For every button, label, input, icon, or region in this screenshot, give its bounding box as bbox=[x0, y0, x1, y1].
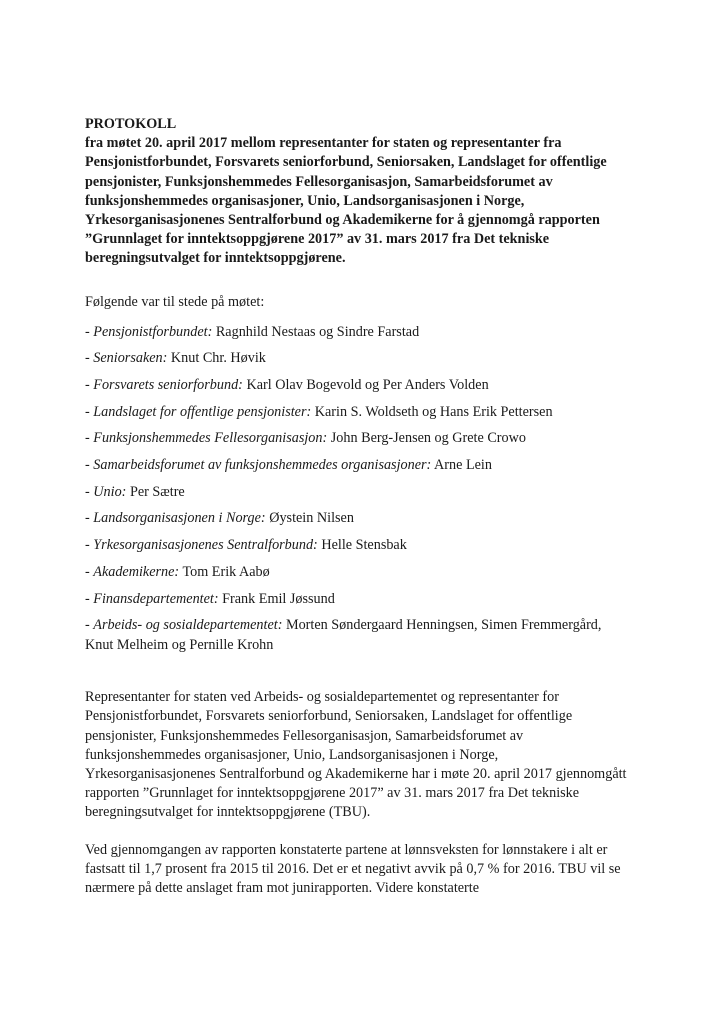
attendance-intro: Følgende var til stede på møtet: bbox=[85, 293, 265, 310]
attendee-names: Ragnhild Nestaas og Sindre Farstad bbox=[215, 323, 420, 340]
attendee-org: Yrkesorganisasjonenes Sentralforbund: bbox=[93, 537, 318, 554]
protocol-heading: PROTOKOLL bbox=[85, 116, 177, 132]
attendee-item: - Arbeids- og sosialdepartementet: Morten Søndergaard Henningsen, Simen Fremmergård, Knut Melheim og Pernille Krohn bbox=[85, 617, 602, 653]
attendee-org: Landsorganisasjonen i Norge: bbox=[93, 510, 266, 527]
attendee-list bbox=[85, 323, 630, 656]
attendee-org: Samarbeidsforumet av funksjonshemmedes organisasjoner: bbox=[93, 457, 432, 474]
attendee-item: - Samarbeidsforumet av funksjonshemmedes organisasjoner: Arne Lein bbox=[85, 457, 492, 474]
attendee-item: - Pensjonistforbundet: Ragnhild Nestaas og Sindre Farstad bbox=[85, 323, 420, 340]
attendee-org: Seniorsaken: bbox=[93, 350, 168, 367]
attendee-org: Forsvarets seniorforbund: bbox=[93, 377, 243, 393]
attendee-org: Landslaget for offentlige pensjonister: bbox=[93, 403, 312, 420]
attendee-names: Per Sætre bbox=[129, 483, 185, 500]
attendee-item: - Finansdepartementet: Frank Emil Jøssund bbox=[85, 590, 335, 607]
attendee-org: Finansdepartementet: bbox=[93, 590, 219, 607]
attendee-item: - Yrkesorganisasjonenes Sentralforbund: Helle Stensbak bbox=[85, 537, 407, 554]
attendee-names: Helle Stensbak bbox=[321, 537, 407, 554]
attendee-names: Frank Emil Jøssund bbox=[222, 590, 335, 607]
attendee-org: Funksjonshemmedes Fellesorganisasjon: bbox=[93, 430, 328, 447]
protocol-subject: fra møtet 20. april 2017 mellom representanter for staten og representanter fra Pensjonistforbundet, Forsvarets seniorforbund, Seniorsaken, Landslaget for offentlige pensjonister, Funksjonshemmedes Fellesorganisasjon, Samarbeidsforumet av funksjonshemmedes organisasjoner, Unio, Landsorganisasjonen i Norge, Yrkesorganisasjonenes Sentralforbund og Akademikerne for å gjennomgå rapporten ”Grunnlaget for inntektsoppgjørene 2017” av 31. mars 2017 fra Det tekniske beregningsutvalget for inntektsoppgjørene. bbox=[85, 135, 607, 267]
body-paragraph-1: Representanter for staten ved Arbeids- og sosialdepartementet og representanter for Pensjonistforbundet, Forsvarets seniorforbund, Seniorsaken, Landslaget for offentlige pensjonister, Funksjonshemmedes Fellesorganisasjon, Samarbeidsforumet av funksjonshemmedes organisasjoner, Unio, Landsorganisasjonen i Norge, Yrkesorganisasjonenes Sentralforbund og Akademikerne har i møte 20. april 2017 gjennomgått rapporten ”Grunnlaget for inntektsoppgjørene 2017” av 31. mars 2017 fra Det tekniske beregningsutvalget for inntektsoppgjørene (TBU). bbox=[85, 689, 627, 821]
attendee-names: Knut Chr. Høvik bbox=[170, 350, 266, 367]
body-paragraph-2: Ved gjennomgangen av rapporten konstaterte partene at lønnsveksten for lønnstakere i alt er fastsatt til 1,7 prosent fra 2015 til 2016. Det er et negativt avvik på 0,7 % for 2016. TBU vil se nærmere på dette anslaget fram mot junirapporten. Videre konstaterte bbox=[85, 841, 621, 897]
attendee-item: - Akademikerne: Tom Erik Aabø bbox=[85, 563, 270, 580]
attendee-item: - Forsvarets seniorforbund: Karl Olav Bogevold og Per Anders Volden bbox=[85, 377, 489, 393]
attendee-org: Akademikerne: bbox=[93, 563, 180, 580]
attendee-names: Øystein Nilsen bbox=[269, 510, 354, 527]
attendee-item: - Landslaget for offentlige pensjonister: Karin S. Woldseth og Hans Erik Pettersen bbox=[85, 403, 553, 420]
attendee-item: - Unio: Per Sætre bbox=[85, 483, 185, 500]
attendee-org: Arbeids- og sosialdepartementet: bbox=[93, 617, 283, 634]
attendee-names: Morten Søndergaard Henningsen, Simen Fremmergård, Knut Melheim og Pernille Krohn bbox=[85, 617, 602, 653]
attendee-org: Unio: bbox=[93, 483, 127, 500]
attendee-item: - Landsorganisasjonen i Norge: Øystein Nilsen bbox=[85, 510, 354, 527]
document-page bbox=[85, 115, 630, 898]
attendee-item: - Seniorsaken: Knut Chr. Høvik bbox=[85, 350, 266, 367]
attendee-org: Pensjonistforbundet: bbox=[93, 323, 213, 340]
attendee-names: Arne Lein bbox=[434, 457, 492, 474]
attendee-names: Karl Olav Bogevold og Per Anders Volden bbox=[246, 377, 489, 393]
protocol-title bbox=[85, 115, 630, 269]
attendee-names: Tom Erik Aabø bbox=[182, 563, 270, 580]
attendee-item: - Funksjonshemmedes Fellesorganisasjon: John Berg-Jensen og Grete Crowo bbox=[85, 430, 526, 447]
attendee-names: Karin S. Woldseth og Hans Erik Pettersen bbox=[314, 403, 553, 420]
attendee-names: John Berg-Jensen og Grete Crowo bbox=[330, 430, 526, 447]
